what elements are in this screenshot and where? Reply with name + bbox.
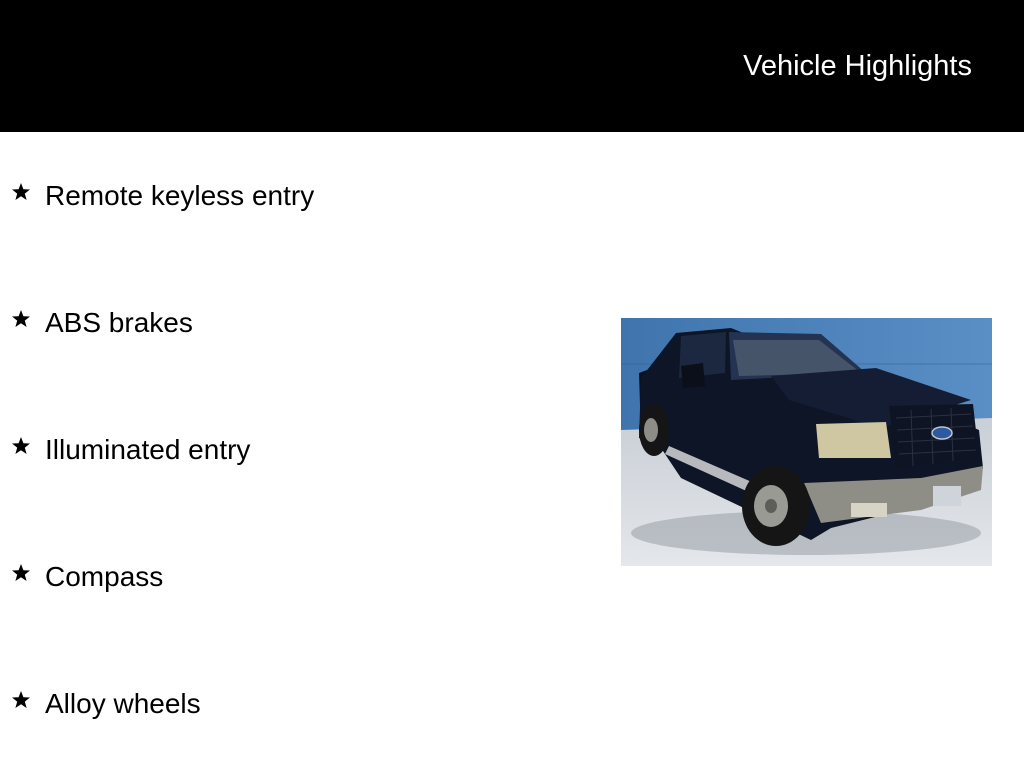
header-bar bbox=[0, 0, 1024, 132]
star-icon bbox=[11, 182, 31, 202]
page-title: Vehicle Highlights bbox=[743, 50, 972, 82]
feature-label: ABS brakes bbox=[45, 307, 193, 338]
feature-label: Alloy wheels bbox=[45, 688, 201, 719]
vehicle-image bbox=[621, 318, 992, 566]
feature-label: Compass bbox=[45, 561, 164, 592]
star-icon bbox=[11, 563, 31, 583]
feature-label: Illuminated entry bbox=[45, 434, 251, 465]
feature-label: Remote keyless entry bbox=[45, 180, 315, 211]
feature-item bbox=[11, 560, 163, 594]
star-icon bbox=[11, 309, 31, 329]
star-icon bbox=[11, 690, 31, 710]
feature-item bbox=[11, 306, 193, 340]
feature-item bbox=[11, 687, 201, 721]
feature-item bbox=[11, 179, 314, 213]
feature-item bbox=[11, 433, 250, 467]
star-icon bbox=[11, 436, 31, 456]
vehicle-photo bbox=[621, 318, 992, 566]
